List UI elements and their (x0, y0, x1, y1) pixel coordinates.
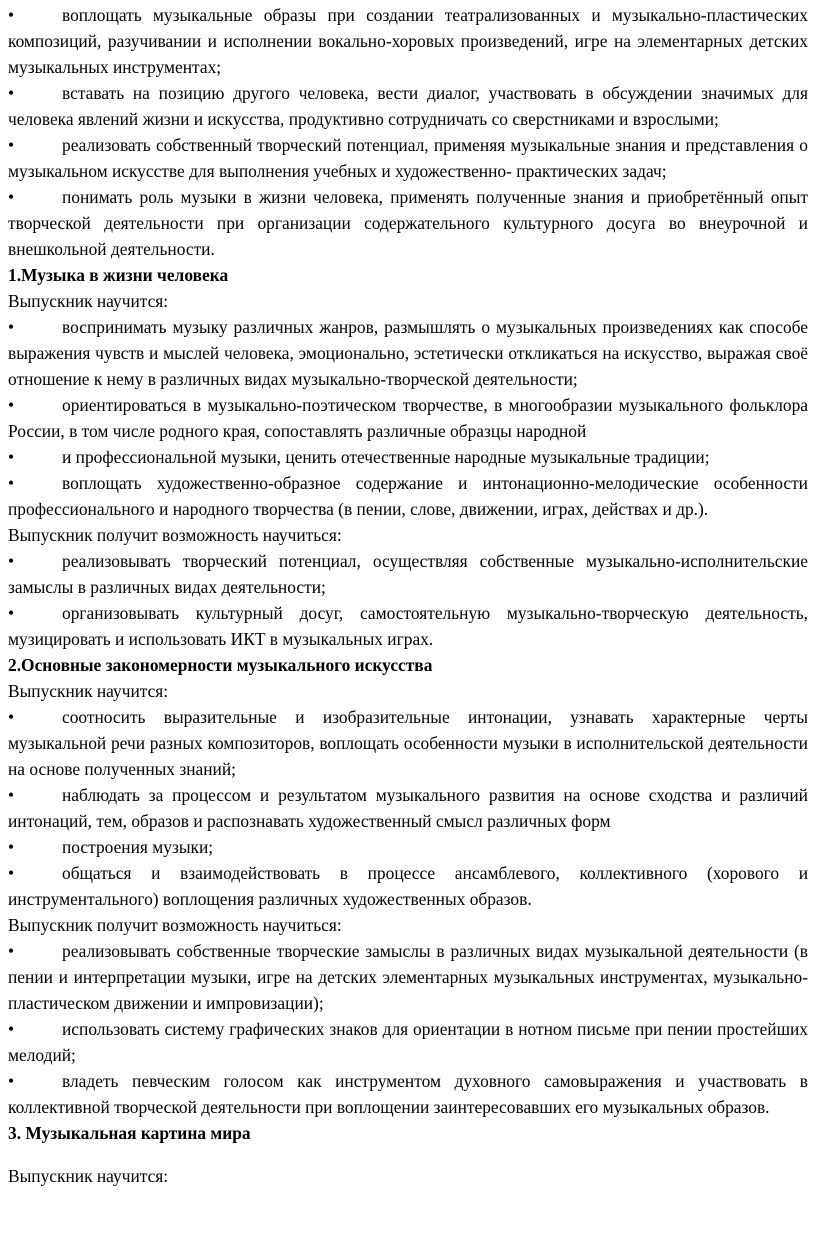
bullet-item (8, 444, 808, 470)
bullet-icon: • (8, 83, 15, 103)
bullet-item (8, 132, 808, 184)
bullet-item (8, 314, 808, 392)
bullet-icon: • (8, 551, 15, 571)
bullet-item (8, 600, 808, 652)
bullet-text: построения музыки; (62, 837, 214, 857)
bullet-item (8, 1016, 808, 1068)
paragraph: Выпускник научится: (8, 681, 169, 701)
bullet-item (8, 548, 808, 600)
bullet-icon: • (8, 603, 15, 623)
bullet-icon: • (8, 837, 15, 857)
bullet-item (8, 470, 808, 522)
bullet-item (8, 2, 808, 80)
bullet-text: воплощать музыкальные образы при создании театрализованных и музыкально-пластических композиций, разучивании и исполнении вокально-хоровых произведений, игре на элементарных детских музыкальных инструментах; (8, 5, 808, 77)
paragraph: Выпускник научится: (8, 291, 169, 311)
bullet-text: реализовывать творческий потенциал, осуществляя собственные музыкально-исполнительские замыслы в различных видах деятельности; (8, 551, 808, 597)
bullet-icon: • (8, 1071, 15, 1091)
bullet-icon: • (8, 395, 15, 415)
section-heading: 2.Основные закономерности музыкального искусства (8, 655, 433, 675)
section-heading: 1.Музыка в жизни человека (8, 265, 229, 285)
bullet-text: и профессиональной музыки, ценить отечественные народные музыкальные традиции; (62, 447, 710, 467)
bullet-item (8, 392, 808, 444)
bullet-icon: • (8, 187, 15, 207)
bullet-icon: • (8, 863, 15, 883)
section-heading: 3. Музыкальная картина мира (8, 1123, 251, 1143)
paragraph: Выпускник научится: (8, 1166, 169, 1186)
bullet-icon: • (8, 707, 15, 727)
bullet-text: понимать роль музыки в жизни человека, применять полученные знания и приобретённый опыт творческой деятельности при организации содержательного культурного досуга во внеурочной и внешкольной деятельности. (8, 187, 808, 259)
bullet-text: организовывать культурный досуг, самостоятельную музыкально-творческую деятельность, музицировать и использовать ИКТ в музыкальных играх. (8, 603, 808, 649)
bullet-text: реализовывать собственные творческие замыслы в различных видах музыкальной деятельности (в пении и интерпретации музыки, игре на детских элементарных музыкальных инструментах, музыкально-пластическом движении и импровизации); (8, 941, 808, 1013)
bullet-item (8, 782, 808, 834)
bullet-icon: • (8, 317, 15, 337)
paragraph: Выпускник получит возможность научиться: (8, 525, 342, 545)
bullet-icon: • (8, 941, 15, 961)
bullet-text: наблюдать за процессом и результатом музыкального развития на основе сходства и различий интонаций, тем, образов и распознавать художественный смысл различных форм (8, 785, 808, 831)
bullet-icon: • (8, 473, 15, 493)
bullet-text: ориентироваться в музыкально-поэтическом творчестве, в многообразии музыкального фольклора России, в том числе родного края, сопоставлять различные образцы народной (8, 395, 808, 441)
bullet-item (8, 184, 808, 262)
bullet-icon: • (8, 5, 15, 25)
bullet-text: реализовать собственный творческий потенциал, применяя музыкальные знания и представления о музыкальном искусстве для выполнения учебных и художественно- практических задач; (8, 135, 808, 181)
bullet-item (8, 1068, 808, 1120)
bullet-text: использовать систему графических знаков для ориентации в нотном письме при пении простейших мелодий; (8, 1019, 808, 1065)
bullet-item (8, 860, 808, 912)
bullet-text: воспринимать музыку различных жанров, размышлять о музыкальных произведениях как способе выражения чувств и мыслей человека, эмоционально, эстетически откликаться на искусство, выражая своё отношение к нему в различных видах музыкально-творческой деятельности; (8, 317, 808, 389)
bullet-item (8, 704, 808, 782)
bullet-item (8, 834, 808, 860)
paragraph: Выпускник получит возможность научиться: (8, 915, 342, 935)
bullet-item (8, 80, 808, 132)
bullet-icon: • (8, 785, 15, 805)
bullet-text: владеть певческим голосом как инструментом духовного самовыражения и участвовать в коллективной творческой деятельности при воплощении заинтересовавших его музыкальных образов. (8, 1071, 808, 1117)
bullet-text: вставать на позицию другого человека, вести диалог, участвовать в обсуждении значимых для человека явлений жизни и искусства, продуктивно сотрудничать со сверстниками и взрослыми; (8, 83, 808, 129)
bullet-icon: • (8, 447, 15, 467)
bullet-icon: • (8, 1019, 15, 1039)
bullet-item (8, 938, 808, 1016)
bullet-icon: • (8, 135, 15, 155)
bullet-text: воплощать художественно-образное содержание и интонационно-мелодические особенности профессионального и народного творчества (в пении, слове, движении, играх, действах и др.). (8, 473, 808, 519)
bullet-text: общаться и взаимодействовать в процессе ансамблевого, коллективного (хорового и инструментального) воплощения различных художественных образов. (8, 863, 808, 909)
bullet-text: соотносить выразительные и изобразительные интонации, узнавать характерные черты музыкальной речи разных композиторов, воплощать особенности музыки в исполнительской деятельности на основе полученных знаний; (8, 707, 808, 779)
